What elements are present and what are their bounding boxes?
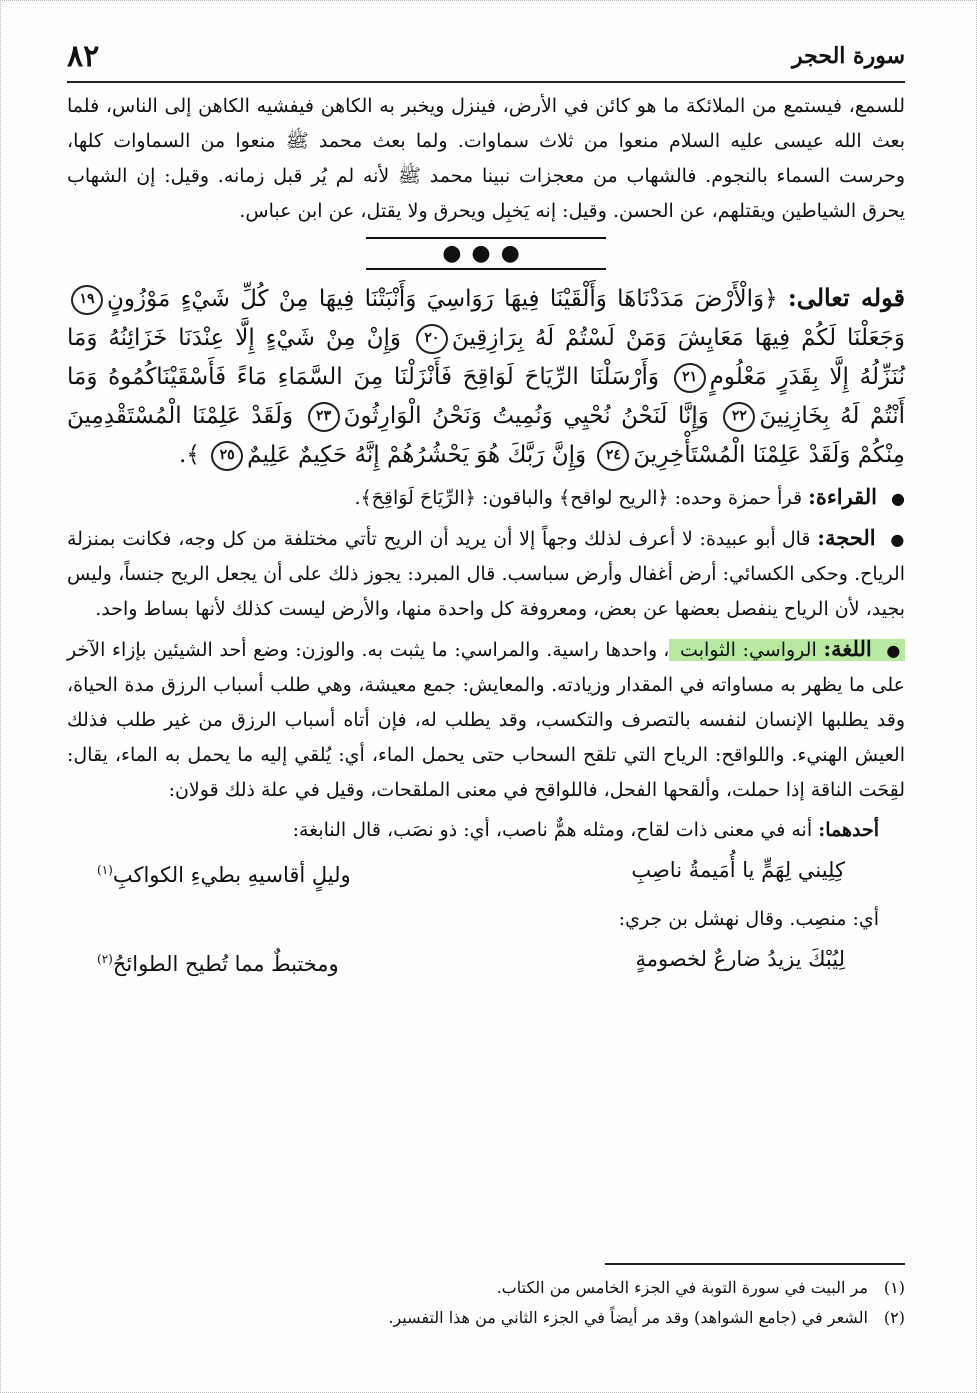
ayah-number-marker: ٢٥: [211, 441, 243, 471]
second-intro: أي: منصِب. وقال نهشل بن جري:: [618, 908, 879, 930]
lugha-section: [67, 631, 905, 808]
footnote-number: (٢): [883, 1308, 905, 1327]
verse-1-left-hemistich: [97, 848, 351, 897]
footnote-ref-2: (٢): [97, 952, 113, 966]
verse-2-left-hemistich: [97, 937, 339, 986]
ayah-number-marker: ٢٤: [597, 441, 629, 471]
separator-dots: ●●●: [442, 241, 530, 266]
verse-2-right-hemistich: لِيُبْكَ يزيدُ ضارعٌ لخصومةٍ: [635, 947, 845, 971]
hujja-text: قال أبو عبيدة: لا أعرف لذلك وجهاً إلا أن يريد أن الريح تأتي مختلفة من كل وجه، فكانت بمنزلة الرياح. وحكى الكسائي: أرض أغفال وأرض سباسب. قال المبرد: يجوز ذلك على أن يجعل الريح جنساً، وليس بجيد، لأن الرياح ينفصل بعضها عن بعض، ومعروفة كل واحدة منها، والأرض ليست كذلك لأنها بساط واحد.: [67, 528, 905, 620]
poetry-verse-1: [67, 848, 905, 897]
surah-title: سورة الحجر: [792, 43, 905, 69]
footnote-text: مر البيت في سورة التوبة في الجزء الخامس من الكتاب.: [496, 1278, 868, 1297]
ayah-number-marker: ٢٢: [723, 402, 755, 432]
ayah-number-marker: ١٩: [71, 285, 103, 315]
footnote-item: [67, 1303, 905, 1333]
quran-ayah-text: وَإِنَّا لَنَحْنُ نُحْيِي وَنُمِيتُ وَنَحْنُ الْوَارِثُونَ: [343, 403, 709, 429]
quran-ayah-text: وَإِنْ مِنْ شَيْءٍ إِلَّا عِنْدَنَا خَزَائِنُهُ وَمَا نُنَزِّلُهُ إِلَّا بِقَدَرٍ مَعْلُومٍ: [67, 325, 905, 390]
footnote-number: (١): [883, 1278, 905, 1297]
quran-closing: ﴾.: [179, 442, 200, 468]
separator-line-top: [366, 237, 606, 239]
footnote-ref-1: (١): [97, 863, 113, 877]
verse-1-left-text: وليلٍ أقاسيهِ بطيءِ الكواكبِ: [112, 863, 351, 887]
footnotes: [67, 1263, 905, 1333]
quran-ayah-text: وَلَقَدْ عَلِمْنَا الْمُسْتَقْدِمِينَ مِنْكُمْ وَلَقَدْ عَلِمْنَا الْمُسْتَأْخِرِينَ: [67, 403, 905, 468]
quran-ayah-text: ﴿وَالْأَرْضَ مَدَدْنَاهَا وَأَلْقَيْنَا فِيهَا رَوَاسِيَ وَأَنْبَتْنَا فِيهَا مِنْ كُلِّ شَيْءٍ مَوْزُونٍ: [107, 286, 778, 312]
bullet-icon: ●: [890, 530, 905, 549]
bullet-icon: ●: [886, 641, 901, 660]
highlighted-text: [669, 636, 905, 661]
verse-2-left-text: ومختبطٌ مما تُطيح الطوائحُ: [112, 952, 339, 976]
intro-paragraph: للسمع، فيستمع من الملائكة ما هو كائن في الأرض، فينزل ويخبر به الكاهن فيفشيه الكاهن إلى الناس، فلما بعث الله عيسى عليه السلام منعوا من ثلاث سماوات. ولما بعث محمد ﷺ منعوا من السماوات كلها، وحرست السماء بالنجوم. فالشهاب من معجزات نبينا محمد ﷺ لأنه لم يُر قبل زمانه. وقيل: إن الشهاب يحرق الشياطين ويقتلهم، عن الحسن. وقيل: إنه يَخبِل ويحرق ولا يقتل، عن ابن عباس.: [67, 95, 905, 222]
footnote-rule: [605, 1263, 905, 1265]
quran-segments: [67, 286, 905, 468]
bullet-icon: ●: [891, 489, 905, 508]
hujja-label: الحجة:: [817, 525, 876, 550]
quran-passage: [67, 278, 905, 475]
ayah-number-marker: ٢١: [674, 363, 706, 393]
hujja-section: [67, 520, 905, 627]
qiraa-text: قرأ حمزة وحده: ﴿الريح لواقح﴾ والباقون: ﴿الرِّيَاحَ لَوَاقِحَ﴾.: [354, 487, 803, 509]
footnote-item: [67, 1273, 905, 1303]
poetry-verse-2: [67, 937, 905, 986]
first-opinion-text: أنه في معنى ذات لقاح، ومثله همٌّ ناصب، أي: ذو نصَب، قال النابغة:: [292, 819, 813, 841]
first-opinion-label: أحدهما:: [818, 819, 879, 841]
page-header: [67, 31, 905, 83]
first-opinion: [67, 812, 905, 848]
page-content: [67, 89, 905, 986]
footnote-text: الشعر في (جامع الشواهد) وقد مر أيضاً في الجزء الثاني من هذا التفسير.: [388, 1308, 868, 1327]
lugha-highlight-text: الرواسي: الثوابت: [680, 639, 817, 661]
page-number: ٨٢: [67, 38, 100, 74]
ayah-number-marker: ٢٣: [308, 402, 340, 432]
quran-ayah-text: وَإِنَّ رَبَّكَ هُوَ يَحْشُرُهُمْ إِنَّهُ حَكِيمٌ عَلِيمٌ: [247, 442, 587, 468]
qiraa-label: القراءة:: [808, 484, 877, 509]
quran-ayah-text: وَجَعَلْنَا لَكُمْ فِيهَا مَعَايِشَ وَمَنْ لَسْتُمْ لَهُ بِرَازِقِينَ: [451, 325, 905, 351]
verse-1-right-hemistich: كِلِيني لِهَمٍّ يا أُمَيمةُ ناصِبِ: [631, 858, 845, 882]
lugha-label: اللغة:: [823, 636, 872, 661]
lugha-text: ، واحدها راسية. والمراسي: ما يثبت به. والوزن: وضع أحد الشيئين بإزاء الآخر على ما يظهر به مساواته في المقدار وزيادته. والمعايش: جمع معيشة، وهي طلب أسباب الرزق مدة الحياة، وقد يطلبها الإنسان لنفسه بالتصرف والتكسب، وقد يطلب له، فإن أتاه أسباب الرزق من غير طلب فذلك العيش الهنيء. واللواقح: الرياح التي تلقح السحاب حتى يحمل الماء، أي: يُلقي إليه ما يحمل به الماء، يقال: لقِحَت الناقة إذا حملت، وألقحها الفحل، فاللواقح في معنى الملقحات، وقيل في علة ذلك قولان:: [67, 639, 905, 801]
quran-ayah-text: وَأَرْسَلْنَا الرِّيَاحَ لَوَاقِحَ فَأَنْزَلْنَا مِنَ السَّمَاءِ مَاءً فَأَسْقَيْنَاكُمُوهُ وَمَا أَنْتُمْ لَهُ بِخَازِنِينَ: [67, 364, 905, 429]
separator-line-bottom: [366, 268, 606, 270]
quran-label: قوله تعالى:: [787, 283, 905, 312]
qiraa-section: [67, 479, 905, 516]
ayah-number-marker: ٢٠: [416, 324, 448, 354]
